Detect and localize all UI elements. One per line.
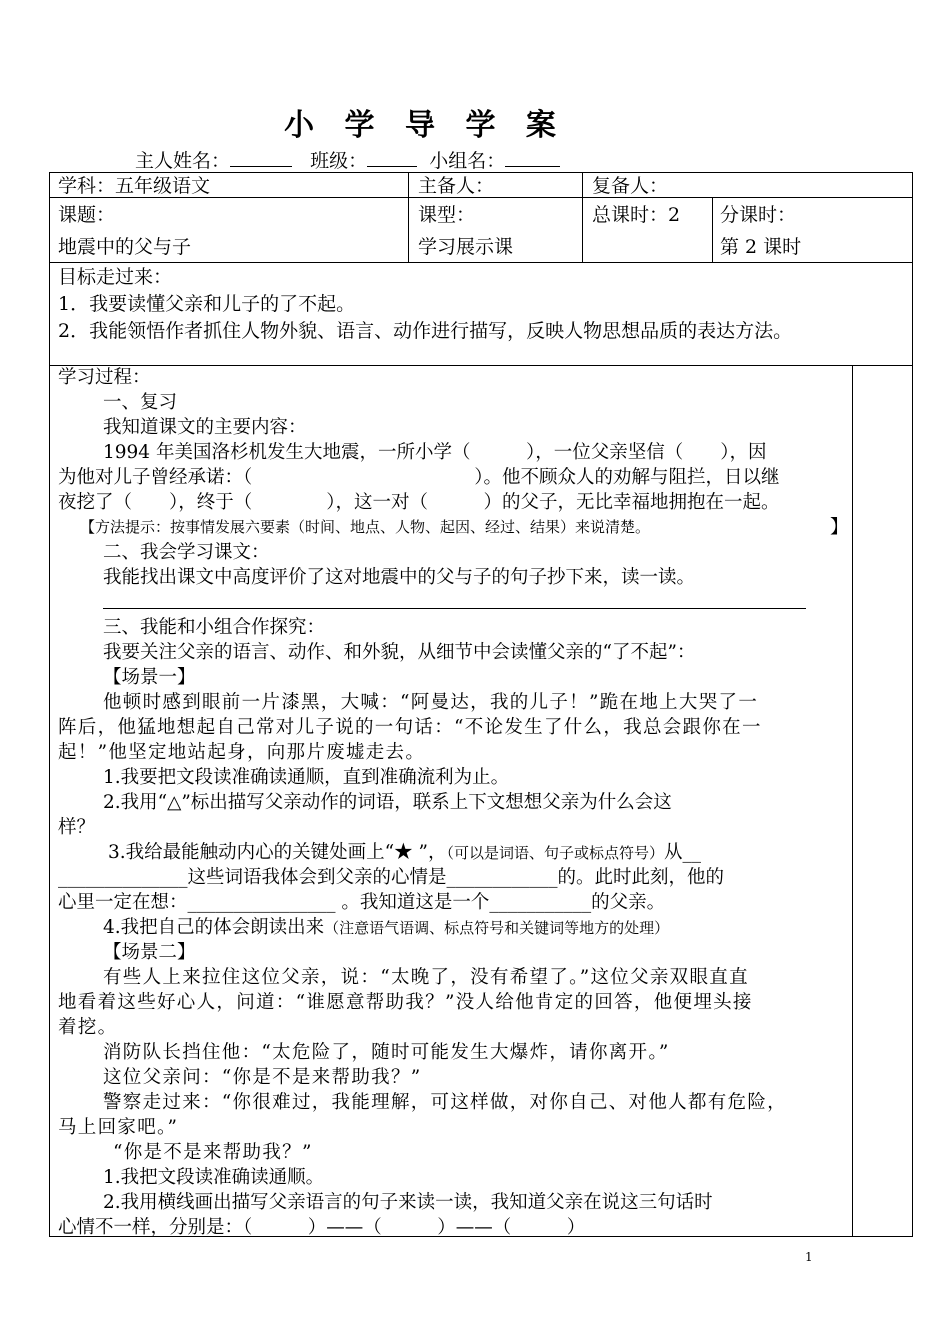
session-label: 分课时： [720, 204, 797, 226]
review-fill-line: 1994 年美国洛杉机发生大地震，一所小学（ ），一位父亲坚信（ ），因 [103, 442, 767, 463]
scene-two-heading: 【场景二】 [103, 942, 196, 963]
process-heading: 学习过程： [58, 367, 151, 388]
total-hours: 总课时：2 [592, 204, 681, 226]
page-number: 1 [805, 1250, 813, 1264]
session-value: 第 2 课时 [720, 236, 802, 258]
scene-one-text: 起！”他坚定地站起身，向那片废墟走去。 [58, 742, 426, 763]
meta-line [135, 146, 560, 173]
lead-preparer-cell: 主备人： [418, 175, 495, 197]
answer-line [103, 608, 806, 609]
topic-label: 课题： [58, 204, 116, 226]
section-review-title: 一、复习 [103, 392, 178, 413]
page-title: 小 学 导 学 案 [284, 108, 566, 143]
group-blank [505, 148, 560, 167]
scene-two-text: 马上回家吧。” [58, 1117, 179, 1138]
class-label: 班级： [310, 150, 368, 172]
topic-value: 地震中的父与子 [58, 236, 192, 258]
group-label: 小组名： [429, 150, 506, 172]
task-item: 1.我把文段读准确读通顺。 [103, 1167, 325, 1188]
task-item: 4.我把自己的体会朗读出来（注意语气语调、标点符号和关键词等地方的处理） [103, 917, 670, 938]
scene-two-text: 这位父亲问：“你是不是来帮助我？” [103, 1067, 422, 1088]
task-item: 心里一定在想：________________ 。我知道这是一个___________的父亲。 [58, 892, 666, 913]
host-blank [230, 148, 292, 167]
task-item: 心情不一样，分别是：（ ）——（ ）——（ ） [58, 1217, 586, 1238]
task-item: 2.我用横线画出描写父亲语言的句子来读一读，我知道父亲在说这三句话时 [103, 1192, 713, 1213]
scene-two-text: “你是不是来帮助我？” [113, 1142, 313, 1163]
class-blank [367, 148, 417, 167]
lesson-type-value: 学习展示课 [418, 236, 514, 258]
lesson-type-label: 课型： [418, 204, 476, 226]
task-item: ______________这些词语我体会到父亲的心情是____________的。此时此刻，他的 [58, 867, 725, 888]
scene-two-text: 着挖。 [58, 1017, 118, 1038]
review-fill-line: 夜挖了（ ），终于（ ），这一对（ ）的父子，无比幸福地拥抱在一起。 [58, 492, 780, 513]
scene-two-text: 警察走过来：“你很难过，我能理解，可这样做，对你自己、对他人都有危险， [103, 1092, 787, 1113]
scene-one-heading: 【场景一】 [103, 667, 196, 688]
scene-two-text: 有些人上来拉住这位父亲，说：“太晚了，没有希望了。”这位父亲双眼直直 [103, 967, 749, 988]
scene-two-text: 地看着这些好心人，问道：“谁愿意帮助我？”没人给他肯定的回答，他便埋头接 [58, 992, 753, 1013]
task-item: 2.我用“△”标出描写父亲动作的词语，联系上下文想想父亲为什么会这 [103, 792, 672, 813]
study-prompt: 我能找出课文中高度评价了这对地震中的父与子的句子抄下来，读一读。 [103, 567, 696, 588]
task-item: 1.我要把文段读准确读通顺，直到准确流利为止。 [103, 767, 510, 788]
task-item: 3.我给最能触动内心的关键处画上“★ ”，（可以是词语、句子或标点符号）从__ [108, 842, 701, 863]
section-study-title: 二、我会学习课文： [103, 542, 270, 563]
subject-cell: 学科：五年级语文 [58, 175, 211, 197]
method-tip-close: 】 [830, 517, 849, 538]
goal-item: 2．我能领悟作者抓住人物外貌、语言、动作进行描写，反映人物思想品质的表达方法。 [58, 320, 793, 342]
reviewer-cell: 复备人： [592, 175, 669, 197]
task-item: 样？ [58, 817, 96, 838]
scene-one-text: 阵后，他猛地想起自己常对儿子说的一句话：“不论发生了什么，我总会跟你在一 [58, 717, 762, 738]
explore-prompt: 我要关注父亲的语言、动作、和外貌，从细节中会读懂父亲的“了不起”： [103, 642, 696, 663]
host-label: 主人姓名： [135, 150, 231, 172]
section-explore-title: 三、我能和小组合作探究： [103, 617, 326, 638]
review-prompt: 我知道课文的主要内容： [103, 417, 307, 438]
goal-item: 1．我要读懂父亲和儿子的了不起。 [58, 293, 356, 315]
scene-two-text: 消防队长挡住他：“太危险了，随时可能发生大爆炸，请你离开。” [103, 1042, 670, 1063]
goals-heading: 目标走过来： [58, 266, 173, 288]
scene-one-text: 他顿时感到眼前一片漆黑，大喊：“阿曼达，我的儿子！”跪在地上大哭了一 [103, 692, 759, 713]
review-fill-line: 为他对儿子曾经承诺：（ ）。他不顾众人的劝解与阻拦，日以继 [58, 467, 780, 488]
method-tip: 【方法提示：按事情发展六要素（时间、地点、人物、起因、经过、结果）来说清楚。 [80, 518, 651, 536]
